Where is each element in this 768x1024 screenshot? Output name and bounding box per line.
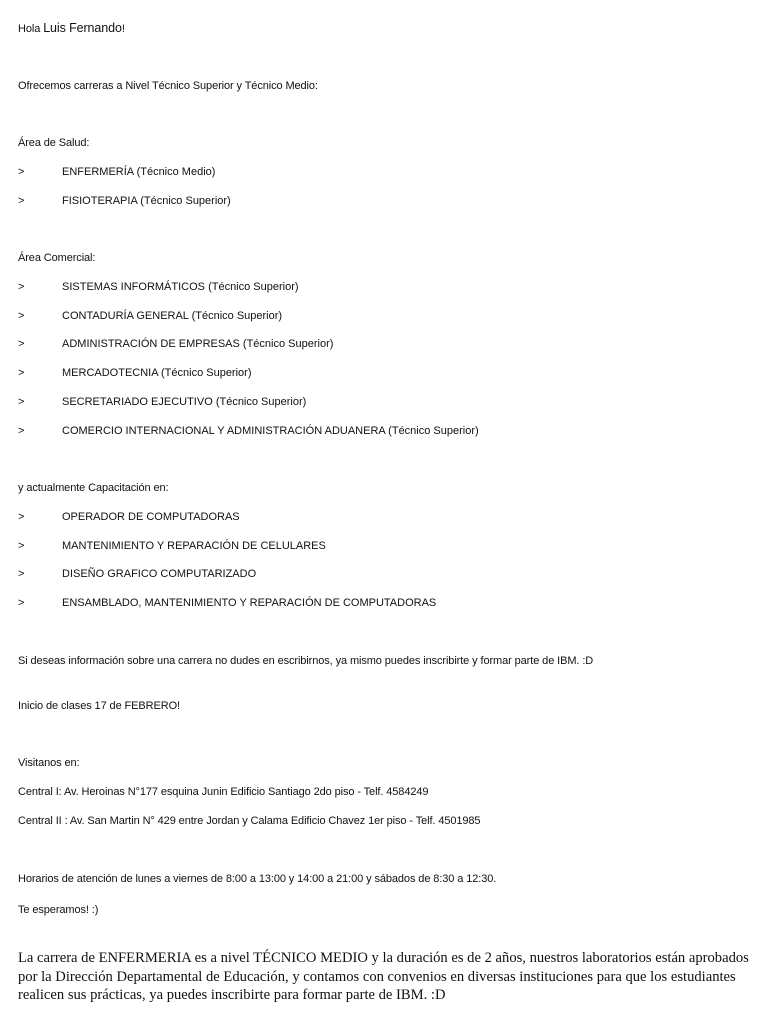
greeting-suffix: ! [121,23,125,35]
list-item-text: COMERCIO INTERNACIONAL Y ADMINISTRACIÓN ADUANERA (Técnico Superior) [62,425,479,437]
greeting-prefix: Hola [18,23,44,35]
list-item [18,510,240,524]
enfermeria-paragraph: La carrera de ENFERMERIA es a nivel TÉCNICO MEDIO y la duración es de 2 años, nuestros laboratorios están aprobados por la Dirección Departamental de Educación, y contamos con convenios en diversas instituciones para que los estudiantes realicen sus prácticas, ya puedes inscribirte para formar parte de IBM. :D [18,950,749,1003]
info-text: Si deseas información sobre una carrera no dudes en escribirnos, ya mismo puedes inscribirte y formar parte de IBM. :D [18,655,594,667]
list-item-text: ADMINISTRACIÓN DE EMPRESAS (Técnico Superior) [62,338,334,350]
list-item [18,395,306,409]
greeting [18,21,125,36]
list-item [18,596,436,610]
central-2-address: Central II : Av. San Martin N° 429 entre Jordan y Calama Edificio Chavez 1er piso - Telf. 4501985 [18,815,481,827]
visitanos-text: Visitanos en: [18,757,80,769]
central-1-address: Central I: Av. Heroinas N°177 esquina Junin Edificio Santiago 2do piso - Telf. 4584249 [18,786,429,798]
list-item-text: ENFERMERÍA (Técnico Medio) [62,166,216,178]
list-item [18,309,282,323]
list-item-text: FISIOTERAPIA (Técnico Superior) [62,195,231,207]
list-item [18,165,215,179]
list-item [18,539,326,553]
list-item [18,366,252,380]
list-item [18,194,231,208]
bullet-mark: > [18,597,25,609]
intro-text: Ofrecemos carreras a Nivel Técnico Superior y Técnico Medio: [18,80,318,92]
bullet-mark: > [18,396,25,408]
bullet-mark: > [18,367,25,379]
list-item-text: SISTEMAS INFORMÁTICOS (Técnico Superior) [62,281,299,293]
bullet-mark: > [18,195,25,207]
list-item [18,280,299,294]
bullet-mark: > [18,166,25,178]
list-item-text: CONTADURÍA GENERAL (Técnico Superior) [62,310,283,322]
comercial-heading: Área Comercial: [18,252,96,264]
list-item-text: MANTENIMIENTO Y REPARACIÓN DE CELULARES [62,540,326,552]
list-item-text: SECRETARIADO EJECUTIVO (Técnico Superior) [62,396,307,408]
horarios-text: Horarios de atención de lunes a viernes de 8:00 a 13:00 y 14:00 a 21:00 y sábados de 8:30 a 12:30. [18,873,497,885]
salud-heading: Área de Salud: [18,137,90,149]
despedida-text: Te esperamos! :) [18,904,99,916]
list-item-text: OPERADOR DE COMPUTADORAS [62,511,240,523]
bullet-mark: > [18,425,25,437]
bullet-mark: > [18,540,25,552]
bullet-mark: > [18,568,25,580]
capacitacion-heading: y actualmente Capacitación en: [18,482,169,494]
list-item [18,567,256,581]
list-item-text: MERCADOTECNIA (Técnico Superior) [62,367,252,379]
list-item-text: DISEÑO GRAFICO COMPUTARIZADO [62,568,257,580]
bullet-mark: > [18,281,25,293]
bullet-mark: > [18,310,25,322]
bullet-mark: > [18,511,25,523]
list-item [18,424,479,438]
inicio-text: Inicio de clases 17 de FEBRERO! [18,700,180,712]
greeting-name: Luis Fernando [43,21,122,35]
bullet-mark: > [18,338,25,350]
list-item-text: ENSAMBLADO, MANTENIMIENTO Y REPARACIÓN DE COMPUTADORAS [62,597,437,609]
list-item [18,337,333,351]
